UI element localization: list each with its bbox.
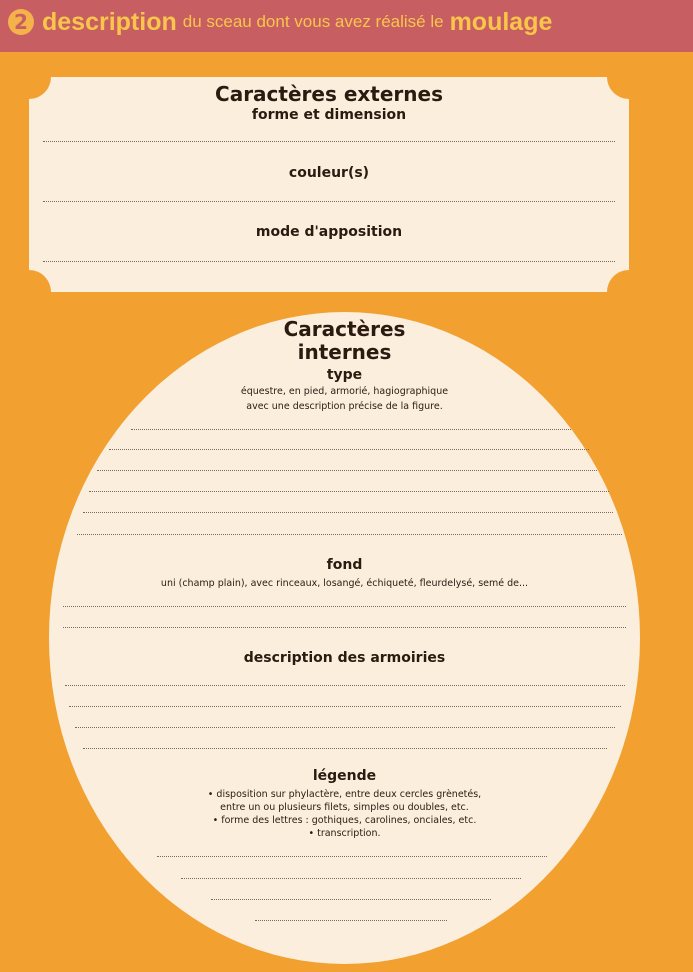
internal-characteristics-card bbox=[49, 312, 640, 964]
legende-line3: • forme des lettres : gothiques, carolines, onciales, etc. bbox=[212, 815, 477, 826]
label-legende: légende bbox=[312, 768, 377, 784]
fill-line-armoiries-3[interactable] bbox=[75, 727, 615, 728]
fill-line-legende-3[interactable] bbox=[211, 899, 491, 900]
fill-line-armoiries-4[interactable] bbox=[83, 748, 607, 749]
legende-line1: • disposition sur phylactère, entre deux cercles grènetés, bbox=[207, 789, 482, 800]
fill-line-type-6[interactable] bbox=[77, 534, 622, 535]
label-description-armoiries: description des armoiries bbox=[243, 650, 446, 666]
legende-line2: entre un ou plusieurs filets, simples ou doubles, etc. bbox=[220, 802, 469, 813]
fill-line-armoiries-2[interactable] bbox=[69, 706, 621, 707]
label-fond: fond bbox=[326, 557, 363, 573]
type-description-line2: avec une description précise de la figure. bbox=[246, 401, 443, 412]
header-word-moulage: moulage bbox=[449, 7, 553, 36]
type-description-line1: équestre, en pied, armorié, hagiographique bbox=[240, 386, 449, 397]
legende-line4: • transcription. bbox=[308, 828, 381, 839]
fill-line-type-5[interactable] bbox=[83, 512, 613, 513]
external-characteristics-card bbox=[29, 77, 629, 292]
label-forme-dimension: forme et dimension bbox=[251, 107, 407, 123]
header-word-description: description bbox=[42, 7, 177, 36]
section-number-badge: 2 bbox=[8, 9, 34, 35]
fill-line-armoiries-1[interactable] bbox=[65, 685, 625, 686]
fill-line-legende-4[interactable] bbox=[255, 920, 447, 921]
label-couleurs: couleur(s) bbox=[288, 165, 370, 181]
fond-description: uni (champ plain), avec rinceaux, losangé, échiqueté, fleurdelysé, semé de... bbox=[160, 578, 529, 589]
fill-line-fond-2[interactable] bbox=[63, 627, 626, 628]
header-middle-text: du sceau dont vous avez réalisé le bbox=[182, 12, 444, 31]
fill-line-legende-1[interactable] bbox=[157, 856, 547, 857]
fill-line-type-4[interactable] bbox=[89, 491, 609, 492]
fill-line-type-1[interactable] bbox=[131, 429, 571, 430]
fill-line-forme[interactable] bbox=[43, 141, 615, 142]
page-header bbox=[8, 2, 552, 42]
fill-line-type-2[interactable] bbox=[109, 449, 589, 450]
fill-line-fond-1[interactable] bbox=[63, 606, 626, 607]
fill-line-legende-2[interactable] bbox=[181, 878, 521, 879]
fill-line-mode[interactable] bbox=[43, 261, 615, 262]
fill-line-couleurs[interactable] bbox=[43, 201, 615, 202]
fill-line-type-3[interactable] bbox=[97, 470, 597, 471]
external-title: Caractères externes bbox=[215, 82, 443, 106]
internal-title-line2: internes bbox=[297, 340, 392, 364]
internal-title-line1: Caractères bbox=[283, 317, 406, 341]
label-type: type bbox=[326, 367, 363, 383]
label-mode-apposition: mode d'apposition bbox=[255, 224, 403, 240]
